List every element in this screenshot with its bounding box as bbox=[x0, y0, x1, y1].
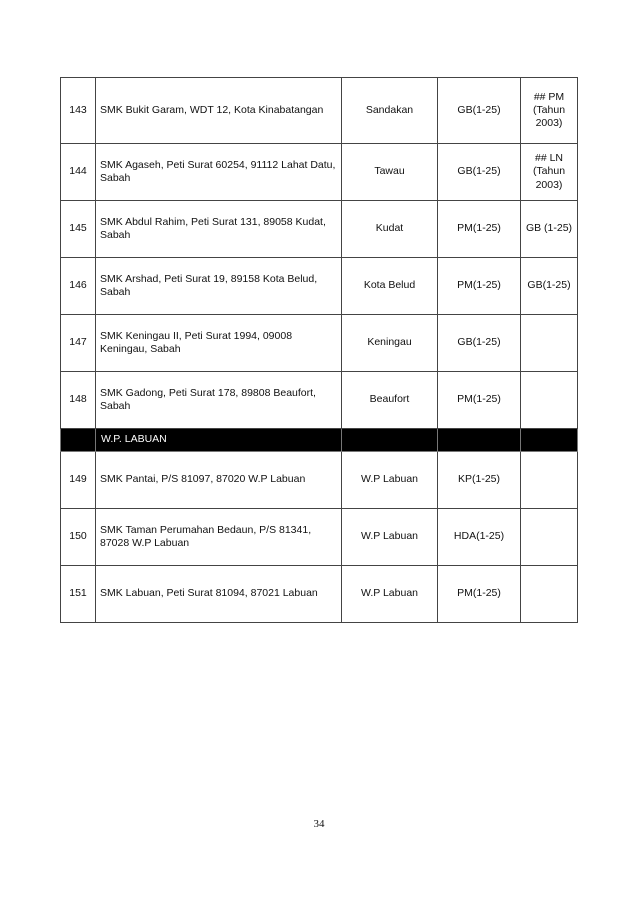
table-row bbox=[61, 566, 578, 623]
section-cell bbox=[342, 429, 438, 452]
table-row bbox=[61, 372, 578, 429]
grade: PM(1-25) bbox=[438, 372, 521, 429]
school-name: SMK Taman Perumahan Bedaun, P/S 81341, 87028 W.P Labuan bbox=[96, 509, 342, 566]
school-name: SMK Labuan, Peti Surat 81094, 87021 Labuan bbox=[96, 566, 342, 623]
row-number: 148 bbox=[61, 372, 96, 429]
section-cell bbox=[61, 429, 96, 452]
note: ## LN (Tahun 2003) bbox=[521, 144, 578, 201]
note bbox=[521, 566, 578, 623]
school-name: SMK Bukit Garam, WDT 12, Kota Kinabatangan bbox=[96, 78, 342, 144]
row-number: 143 bbox=[61, 78, 96, 144]
note bbox=[521, 315, 578, 372]
district: Kudat bbox=[342, 201, 438, 258]
district: Keningau bbox=[342, 315, 438, 372]
note: GB (1-25) bbox=[521, 201, 578, 258]
note bbox=[521, 372, 578, 429]
school-name: SMK Keningau II, Peti Surat 1994, 09008 Keningau, Sabah bbox=[96, 315, 342, 372]
section-label: W.P. LABUAN bbox=[96, 429, 342, 452]
grade: PM(1-25) bbox=[438, 201, 521, 258]
grade: GB(1-25) bbox=[438, 78, 521, 144]
grade: KP(1-25) bbox=[438, 452, 521, 509]
section-header-row bbox=[61, 429, 578, 452]
row-number: 150 bbox=[61, 509, 96, 566]
row-number: 146 bbox=[61, 258, 96, 315]
grade: GB(1-25) bbox=[438, 315, 521, 372]
row-number: 144 bbox=[61, 144, 96, 201]
page-number: 34 bbox=[313, 818, 325, 830]
table-row bbox=[61, 144, 578, 201]
table-row bbox=[61, 452, 578, 509]
school-table bbox=[60, 77, 578, 623]
row-number: 145 bbox=[61, 201, 96, 258]
section-cell bbox=[521, 429, 578, 452]
district: W.P Labuan bbox=[342, 509, 438, 566]
grade: PM(1-25) bbox=[438, 566, 521, 623]
section-cell bbox=[438, 429, 521, 452]
row-number: 149 bbox=[61, 452, 96, 509]
school-name: SMK Agaseh, Peti Surat 60254, 91112 Lahat Datu, Sabah bbox=[96, 144, 342, 201]
table-row bbox=[61, 258, 578, 315]
row-number: 151 bbox=[61, 566, 96, 623]
table-row bbox=[61, 201, 578, 258]
school-name: SMK Gadong, Peti Surat 178, 89808 Beaufort, Sabah bbox=[96, 372, 342, 429]
note: ## PM (Tahun 2003) bbox=[521, 78, 578, 144]
school-name: SMK Abdul Rahim, Peti Surat 131, 89058 Kudat, Sabah bbox=[96, 201, 342, 258]
grade: HDA(1-25) bbox=[438, 509, 521, 566]
table-row bbox=[61, 509, 578, 566]
grade: GB(1-25) bbox=[438, 144, 521, 201]
note: GB(1-25) bbox=[521, 258, 578, 315]
grade: PM(1-25) bbox=[438, 258, 521, 315]
table-row bbox=[61, 315, 578, 372]
school-name: SMK Arshad, Peti Surat 19, 89158 Kota Belud, Sabah bbox=[96, 258, 342, 315]
district: Tawau bbox=[342, 144, 438, 201]
note bbox=[521, 452, 578, 509]
row-number: 147 bbox=[61, 315, 96, 372]
note bbox=[521, 509, 578, 566]
district: Kota Belud bbox=[342, 258, 438, 315]
table-row bbox=[61, 78, 578, 144]
district: Beaufort bbox=[342, 372, 438, 429]
district: W.P Labuan bbox=[342, 566, 438, 623]
school-name: SMK Pantai, P/S 81097, 87020 W.P Labuan bbox=[96, 452, 342, 509]
district: Sandakan bbox=[342, 78, 438, 144]
district: W.P Labuan bbox=[342, 452, 438, 509]
